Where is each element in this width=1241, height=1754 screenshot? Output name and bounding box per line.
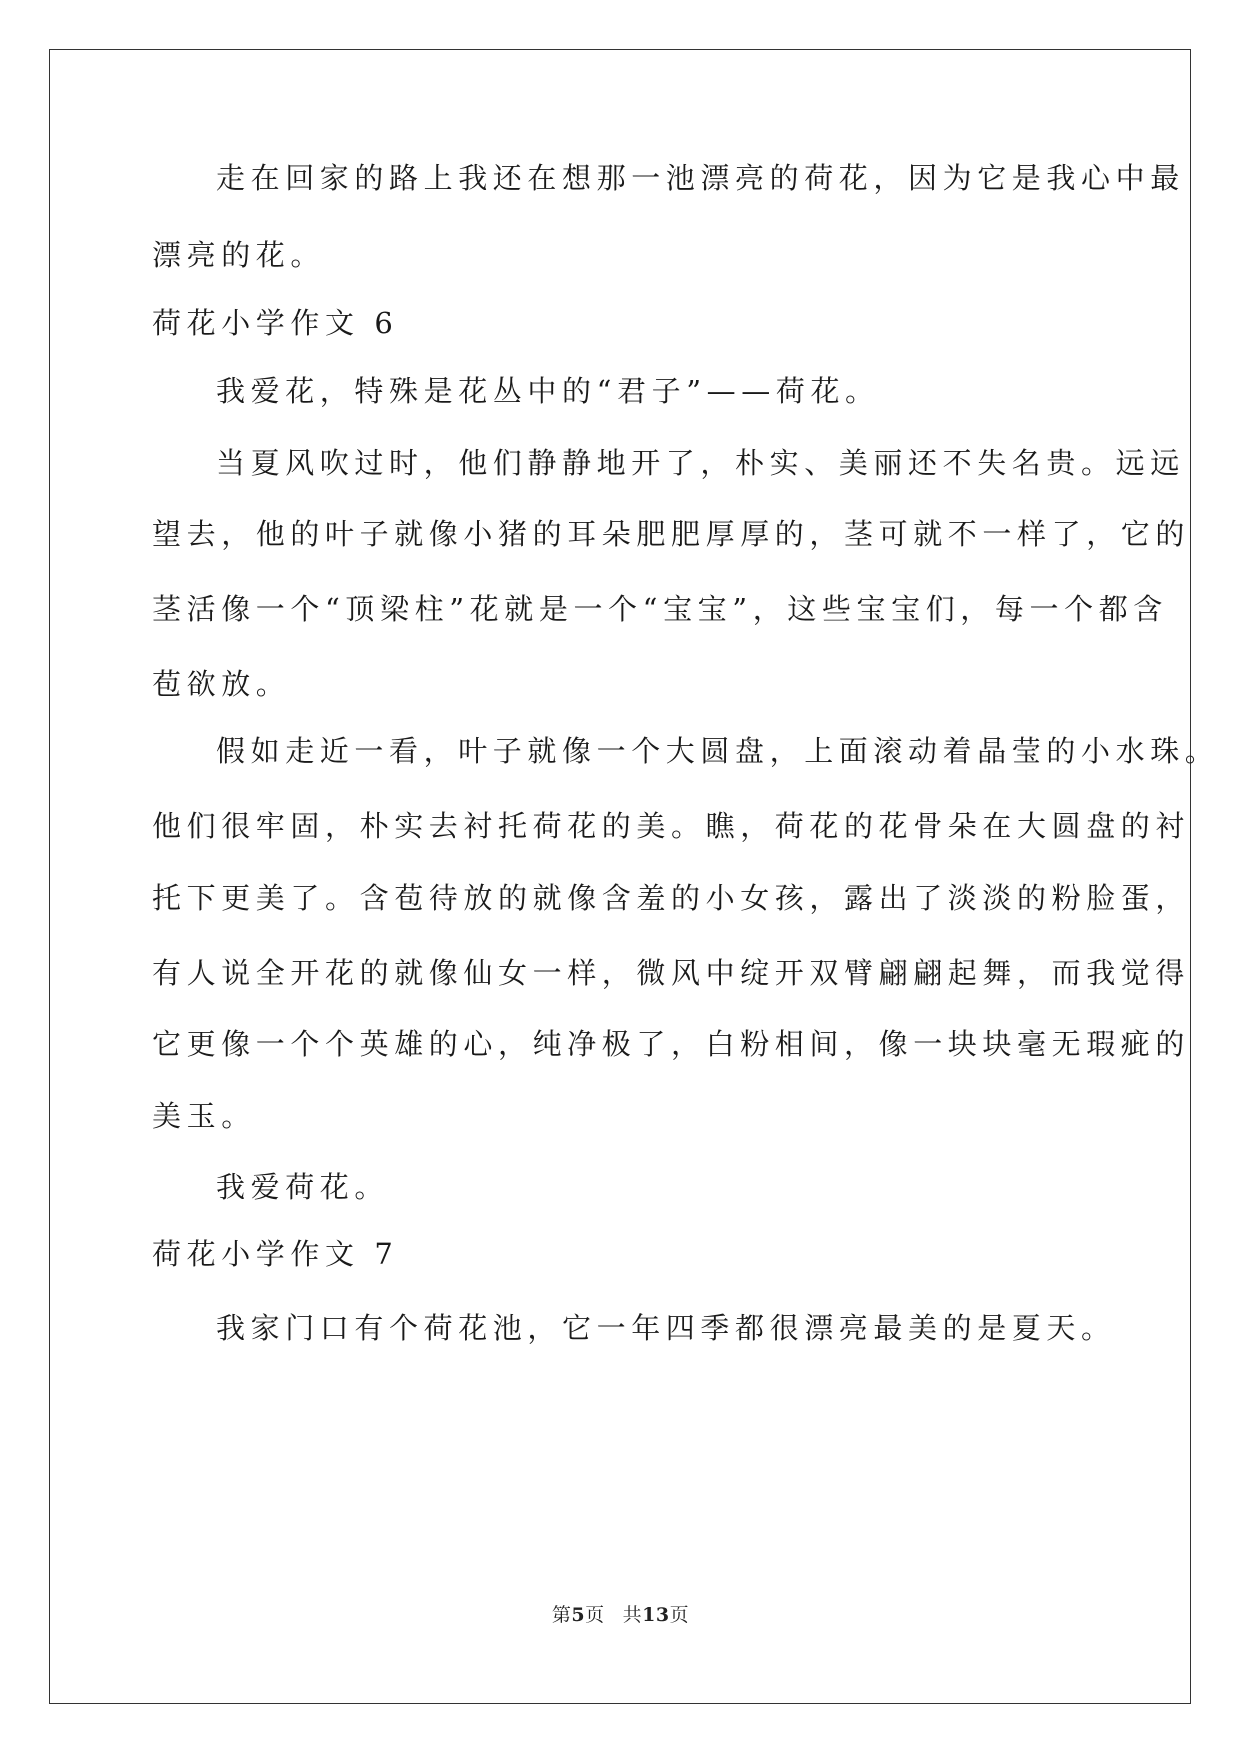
paragraph-line: 他们很牢固，朴实去衬托荷花的美。瞧，荷花的花骨朵在大圆盘的衬 — [152, 809, 1191, 843]
paragraph-line: 我爱荷花。 — [216, 1170, 390, 1204]
footer-page-word: 页 — [585, 1604, 605, 1626]
paragraph-line: 我爱花，特殊是花丛中的“君子”——荷花。 — [216, 374, 880, 408]
paragraph-line: 它更像一个个英雄的心，纯净极了，白粉相间，像一块块毫无瑕疵的 — [152, 1027, 1191, 1061]
current-page-number: 5 — [571, 1604, 586, 1626]
section-heading: 荷花小学作文 7 — [152, 1237, 399, 1271]
section-heading: 荷花小学作文 6 — [152, 306, 399, 340]
total-pages-number: 13 — [642, 1604, 670, 1626]
paragraph-line: 苞欲放。 — [152, 667, 291, 701]
page-footer — [0, 1600, 1241, 1627]
footer-total-suffix: 页 — [669, 1604, 690, 1626]
paragraph-line: 茎活像一个“顶梁柱”花就是一个“宝宝”，这些宝宝们，每一个都含 — [152, 592, 1168, 626]
paragraph-line: 美玉。 — [152, 1099, 256, 1133]
paragraph-line: 有人说全开花的就像仙女一样，微风中绽开双臂翩翩起舞，而我觉得 — [152, 956, 1191, 990]
paragraph-line: 假如走近一看，叶子就像一个大圆盘，上面滚动着晶莹的小水珠。 — [216, 734, 1220, 768]
paragraph-line: 望去，他的叶子就像小猪的耳朵肥肥厚厚的，茎可就不一样了，它的 — [152, 517, 1191, 551]
page-border — [49, 49, 1191, 1704]
paragraph-line: 当夏风吹过时，他们静静地开了，朴实、美丽还不失名贵。远远 — [216, 446, 1185, 480]
paragraph-line: 走在回家的路上我还在想那一池漂亮的荷花，因为它是我心中最 — [216, 161, 1185, 195]
footer-total-prefix: 共 — [622, 1604, 643, 1626]
paragraph-line: 我家门口有个荷花池，它一年四季都很漂亮最美的是夏天。 — [216, 1311, 1116, 1345]
footer-prefix: 第 — [551, 1604, 572, 1626]
paragraph-line: 漂亮的花。 — [152, 238, 326, 272]
paragraph-line: 托下更美了。含苞待放的就像含羞的小女孩，露出了淡淡的粉脸蛋， — [152, 881, 1191, 915]
